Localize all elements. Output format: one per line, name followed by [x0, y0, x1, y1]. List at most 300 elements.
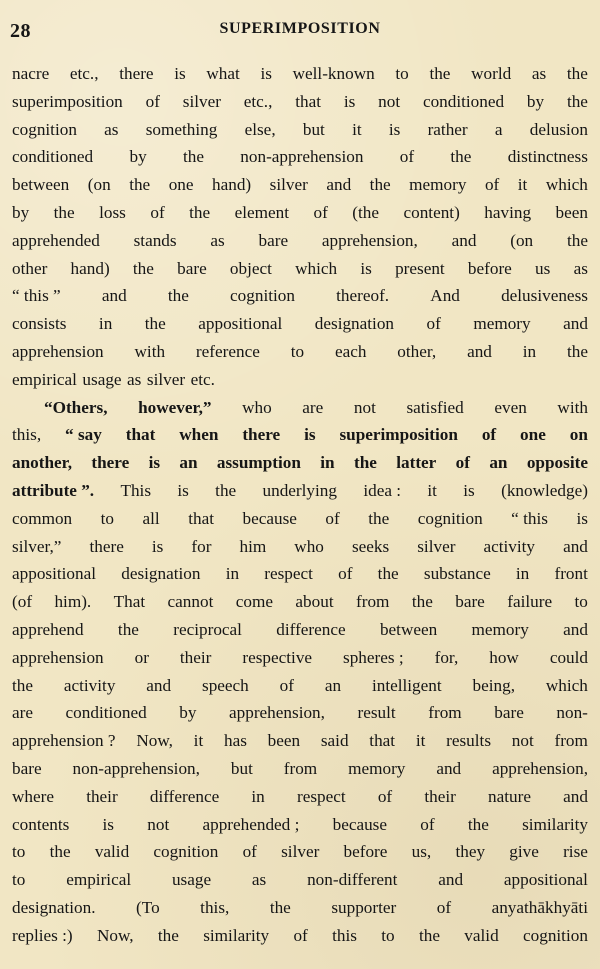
- text-word: silver: [281, 842, 320, 862]
- text-word: contents: [12, 814, 70, 834]
- text-word: this,: [200, 897, 230, 917]
- text-line: [12, 644, 588, 672]
- text-word: front: [554, 564, 588, 584]
- text-word: of: [436, 897, 452, 917]
- text-word: from: [428, 703, 462, 723]
- text-word: what: [206, 64, 240, 83]
- text-word: Now,: [96, 925, 134, 945]
- text-word: and: [467, 341, 492, 361]
- text-word: silver: [182, 91, 221, 111]
- text-word: bare: [12, 758, 42, 778]
- text-word: and: [563, 619, 588, 639]
- text-word: that: [188, 508, 214, 528]
- text-line: [12, 88, 588, 116]
- text-word: as: [127, 369, 142, 389]
- text-line: [12, 755, 588, 783]
- text-word: with: [134, 341, 166, 361]
- text-word: apprehension,: [229, 703, 325, 723]
- text-word: the: [567, 341, 588, 361]
- text-word: the: [189, 202, 211, 222]
- text-word: is: [260, 64, 272, 83]
- text-word: when: [179, 425, 219, 445]
- text-word: world: [471, 64, 512, 83]
- text-word: the: [117, 619, 139, 639]
- text-word: us,: [411, 842, 432, 862]
- text-word: of: [484, 175, 500, 195]
- text-word: the: [566, 91, 588, 111]
- text-word: cognition: [153, 842, 219, 862]
- text-word: superimposition: [339, 425, 458, 445]
- text-word: consists: [12, 314, 67, 334]
- text-word: being,: [472, 675, 516, 695]
- text-line: [12, 672, 588, 700]
- text-word: is: [576, 508, 588, 528]
- text-word: one: [520, 425, 546, 445]
- text-word: (knowledge): [501, 480, 588, 500]
- text-line: [12, 171, 588, 199]
- text-word: common: [12, 508, 73, 528]
- text-word: of: [481, 425, 497, 445]
- text-line: [12, 811, 588, 839]
- text-word: non-: [556, 703, 588, 723]
- text-word: apprehension: [12, 341, 104, 361]
- text-word: result: [357, 703, 396, 723]
- text-line: [12, 533, 588, 561]
- text-word: the: [450, 147, 472, 167]
- text-word: seeks: [351, 536, 390, 556]
- text-word: designation.: [12, 897, 96, 917]
- text-word: is: [360, 258, 372, 278]
- text-word: from: [356, 592, 390, 612]
- text-line: [12, 922, 588, 950]
- text-word: the: [467, 814, 489, 834]
- text-word: (on: [87, 175, 111, 195]
- text-word: which: [545, 175, 588, 195]
- text-word: having: [484, 202, 532, 222]
- text-word: This: [120, 480, 152, 500]
- text-word: of: [325, 508, 340, 528]
- text-word: difference: [149, 786, 220, 806]
- text-word: thereof.: [336, 286, 390, 306]
- text-word: not: [353, 397, 376, 417]
- text-word: of: [455, 453, 470, 473]
- text-word: there: [119, 64, 154, 83]
- text-word: something: [145, 119, 218, 139]
- text-word: that: [295, 91, 322, 111]
- text-word: to: [12, 842, 26, 862]
- text-word: it: [352, 119, 362, 139]
- text-line: [12, 421, 588, 449]
- text-line: [12, 727, 588, 755]
- text-line: [12, 60, 588, 88]
- text-line: [12, 783, 588, 811]
- text-word: it: [517, 175, 528, 195]
- text-word: That: [113, 592, 146, 612]
- text-word: an: [179, 453, 198, 473]
- text-word: the: [182, 147, 204, 167]
- text-word: for,: [434, 647, 459, 667]
- text-word: has: [223, 731, 247, 751]
- text-word: empirical: [66, 870, 132, 890]
- text-word: apprehend: [12, 619, 84, 639]
- text-word: in: [515, 564, 530, 584]
- text-word: it: [427, 480, 437, 500]
- text-word: in: [320, 453, 335, 473]
- text-word: each: [334, 341, 367, 361]
- text-word: apprehended: [12, 230, 100, 250]
- text-word: underlying: [262, 480, 337, 500]
- text-word: And: [430, 286, 460, 306]
- text-word: of: [426, 314, 441, 334]
- text-word: reference: [195, 341, 260, 361]
- text-word: the: [377, 564, 399, 584]
- text-word: speech: [202, 675, 249, 695]
- text-word: before: [467, 258, 512, 278]
- text-word: usage: [171, 870, 212, 890]
- text-word: apprehension: [12, 647, 104, 667]
- text-word: to: [100, 508, 115, 528]
- text-word: cognition: [12, 119, 77, 139]
- text-word: there: [91, 453, 130, 473]
- text-word: etc.,: [69, 64, 99, 83]
- text-line: [12, 699, 588, 727]
- text-line: [12, 143, 588, 171]
- text-word: anyathākhyāti: [491, 897, 588, 917]
- text-word: is: [148, 453, 161, 473]
- text-word: cannot: [167, 592, 214, 612]
- text-word: are: [12, 703, 33, 723]
- text-word: other,: [397, 341, 437, 361]
- text-word: with: [557, 397, 588, 417]
- text-word: that: [125, 425, 156, 445]
- text-word: else,: [244, 119, 276, 139]
- text-word: difference: [276, 619, 346, 639]
- text-word: valid: [94, 842, 130, 862]
- text-word: by: [179, 703, 197, 723]
- text-word: is: [102, 814, 114, 834]
- text-word: loss: [99, 202, 126, 222]
- text-word: to: [290, 341, 305, 361]
- text-word: activity: [63, 675, 116, 695]
- text-word: there: [89, 536, 124, 556]
- body-text: [12, 60, 588, 950]
- text-word: respect: [264, 564, 313, 584]
- text-line: [12, 394, 588, 422]
- text-word: the: [53, 202, 75, 222]
- text-word: of: [242, 842, 257, 862]
- text-line: [12, 255, 588, 283]
- text-word: (To: [136, 897, 160, 917]
- text-word: hand): [70, 258, 110, 278]
- text-word: distinctness: [507, 147, 588, 167]
- text-word: “Others,: [44, 397, 108, 417]
- text-word: this: [332, 925, 357, 945]
- text-word: the: [369, 175, 391, 195]
- text-word: apprehended ;: [202, 814, 300, 834]
- text-word: from: [554, 731, 588, 751]
- text-word: the: [269, 897, 291, 917]
- page-header: [10, 12, 590, 46]
- text-word: as: [531, 64, 547, 83]
- text-word: the: [215, 480, 237, 500]
- text-word: delusiveness: [501, 286, 588, 306]
- text-word: rise: [563, 842, 588, 862]
- text-word: in: [251, 786, 265, 806]
- text-word: etc.: [190, 369, 215, 389]
- text-word: us: [535, 258, 551, 278]
- text-word: (of: [12, 592, 33, 612]
- text-word: rather: [427, 119, 468, 139]
- text-word: Now,: [136, 731, 173, 751]
- text-word: latter: [396, 453, 437, 473]
- text-word: element: [234, 202, 290, 222]
- text-word: it: [193, 731, 204, 751]
- text-word: silver: [417, 536, 456, 556]
- text-word: and: [436, 758, 462, 778]
- text-word: because: [332, 814, 387, 834]
- text-word: the: [566, 230, 588, 250]
- text-word: cognition: [417, 508, 483, 528]
- text-word: etc.,: [243, 91, 273, 111]
- text-word: intelligent: [371, 675, 442, 695]
- text-word: their: [179, 647, 212, 667]
- text-word: empirical: [12, 369, 77, 389]
- text-word: all: [142, 508, 160, 528]
- text-word: of: [399, 147, 415, 167]
- text-word: is: [177, 480, 189, 500]
- text-word: an: [489, 453, 508, 473]
- text-word: however,”: [138, 397, 212, 417]
- text-word: as: [210, 230, 225, 250]
- text-word: is: [151, 536, 164, 556]
- text-word: non-apprehension,: [72, 758, 200, 778]
- text-word: (on: [510, 230, 534, 250]
- text-word: nacre: [12, 64, 50, 83]
- text-word: the: [167, 286, 189, 306]
- text-word: about: [295, 592, 334, 612]
- text-word: as: [251, 870, 267, 890]
- text-word: in: [522, 341, 537, 361]
- text-word: the: [132, 258, 154, 278]
- text-word: silver: [146, 369, 186, 389]
- text-word: this,: [12, 425, 42, 445]
- text-word: to: [12, 870, 26, 890]
- text-word: similarity: [203, 925, 270, 945]
- text-word: an: [324, 675, 342, 695]
- text-word: who: [294, 536, 324, 556]
- text-word: memory: [471, 619, 529, 639]
- text-word: between: [379, 619, 438, 639]
- text-word: failure: [507, 592, 553, 612]
- text-word: the: [49, 842, 71, 862]
- text-word: hand): [212, 175, 252, 195]
- text-word: memory: [409, 175, 467, 195]
- text-word: of: [313, 202, 328, 222]
- text-word: memory: [348, 758, 406, 778]
- page-number: 28: [10, 20, 31, 42]
- text-word: and: [101, 286, 127, 306]
- text-word: the: [12, 675, 33, 695]
- text-word: silver,”: [12, 536, 62, 556]
- text-word: their: [86, 786, 118, 806]
- text-word: the: [429, 64, 451, 83]
- text-word: him).: [54, 592, 92, 612]
- text-word: come: [235, 592, 273, 612]
- text-word: could: [549, 647, 588, 667]
- text-word: superimposition: [12, 91, 123, 111]
- text-word: attribute ”.: [12, 480, 95, 500]
- text-word: by: [129, 147, 147, 167]
- text-word: which: [545, 675, 588, 695]
- text-word: how: [489, 647, 519, 667]
- text-word: appositional: [198, 314, 283, 334]
- text-line: [12, 449, 588, 477]
- text-word: to: [574, 592, 588, 612]
- text-word: “ this: [511, 508, 548, 528]
- text-word: results: [446, 731, 492, 751]
- text-word: delusion: [529, 119, 588, 139]
- text-line: [12, 338, 588, 366]
- text-word: respective: [242, 647, 313, 667]
- text-word: not: [147, 814, 170, 834]
- text-word: activity: [483, 536, 536, 556]
- text-word: where: [12, 786, 54, 806]
- text-word: content): [403, 202, 460, 222]
- text-word: apprehension ?: [12, 731, 116, 751]
- text-word: and: [563, 314, 588, 334]
- text-word: replies :): [12, 925, 73, 945]
- text-word: of: [279, 675, 294, 695]
- text-word: “ this ”: [12, 286, 61, 306]
- text-word: designation: [121, 564, 201, 584]
- text-line: [12, 894, 588, 922]
- text-word: give: [509, 842, 539, 862]
- text-line: [12, 477, 588, 505]
- text-word: but: [230, 758, 253, 778]
- text-word: not: [511, 731, 534, 751]
- text-line: [12, 588, 588, 616]
- text-word: stands: [133, 230, 177, 250]
- text-word: of: [420, 814, 435, 834]
- text-word: one: [168, 175, 194, 195]
- text-word: respect: [296, 786, 346, 806]
- text-word: conditioned: [422, 91, 505, 111]
- text-word: present: [395, 258, 445, 278]
- text-word: is: [343, 91, 356, 111]
- text-word: it: [415, 731, 426, 751]
- text-line: [12, 227, 588, 255]
- text-word: of: [293, 925, 308, 945]
- text-word: and: [451, 230, 477, 250]
- text-word: been: [267, 731, 301, 751]
- text-line: [12, 366, 588, 394]
- text-line: [12, 560, 588, 588]
- text-word: to: [395, 64, 409, 83]
- text-word: bare: [455, 592, 485, 612]
- text-word: before: [343, 842, 388, 862]
- text-word: “ say: [65, 425, 102, 445]
- text-word: satisfied: [406, 397, 464, 417]
- text-word: is: [463, 480, 475, 500]
- text-word: by: [526, 91, 545, 111]
- text-word: been: [555, 202, 588, 222]
- text-word: nature: [488, 786, 531, 806]
- text-word: or: [134, 647, 149, 667]
- text-word: idea :: [363, 480, 402, 500]
- text-word: from: [283, 758, 318, 778]
- text-word: there: [242, 425, 281, 445]
- text-word: apprehension,: [321, 230, 418, 250]
- text-word: their: [424, 786, 456, 806]
- text-line: [12, 310, 588, 338]
- text-word: object: [229, 258, 272, 278]
- text-word: cognition: [230, 286, 295, 306]
- text-word: is: [304, 425, 316, 445]
- text-line: [12, 282, 588, 310]
- text-word: apprehension,: [492, 758, 588, 778]
- text-word: is: [388, 119, 401, 139]
- text-word: similarity: [522, 814, 588, 834]
- text-word: designation: [314, 314, 395, 334]
- text-word: of: [145, 91, 160, 111]
- text-word: as: [573, 258, 588, 278]
- text-word: appositional: [12, 564, 97, 584]
- text-word: the: [144, 314, 166, 334]
- text-line: [12, 199, 588, 227]
- text-word: the: [368, 508, 390, 528]
- text-word: and: [438, 870, 464, 890]
- text-word: cognition: [523, 925, 588, 945]
- text-word: even: [494, 397, 527, 417]
- text-word: to: [381, 925, 395, 945]
- text-word: but: [302, 119, 325, 139]
- text-word: (the: [352, 202, 380, 222]
- text-word: spheres ;: [343, 647, 404, 667]
- text-word: by: [12, 202, 30, 222]
- text-word: well-known: [292, 64, 375, 83]
- text-line: [12, 616, 588, 644]
- text-word: the: [157, 925, 179, 945]
- text-word: the: [566, 64, 588, 83]
- text-word: on: [569, 425, 588, 445]
- text-word: are: [302, 397, 324, 417]
- text-word: and: [563, 786, 588, 806]
- text-word: reciprocal: [173, 619, 242, 639]
- text-word: they: [455, 842, 486, 862]
- text-line: [12, 866, 588, 894]
- text-word: valid: [464, 925, 499, 945]
- text-word: and: [146, 675, 172, 695]
- text-word: conditioned: [65, 703, 147, 723]
- text-word: not: [378, 91, 401, 111]
- text-word: in: [225, 564, 240, 584]
- text-word: the: [418, 925, 440, 945]
- text-word: other: [12, 258, 48, 278]
- text-word: bare: [177, 258, 207, 278]
- text-word: between: [12, 175, 70, 195]
- text-word: substance: [423, 564, 491, 584]
- text-word: as: [104, 119, 119, 139]
- text-word: of: [377, 786, 393, 806]
- text-word: memory: [473, 314, 531, 334]
- text-line: [12, 838, 588, 866]
- running-title: SUPERIMPOSITION: [219, 20, 381, 37]
- text-word: him: [239, 536, 267, 556]
- text-word: silver: [269, 175, 308, 195]
- text-word: another,: [12, 453, 73, 473]
- text-word: which: [295, 258, 338, 278]
- text-line: [12, 116, 588, 144]
